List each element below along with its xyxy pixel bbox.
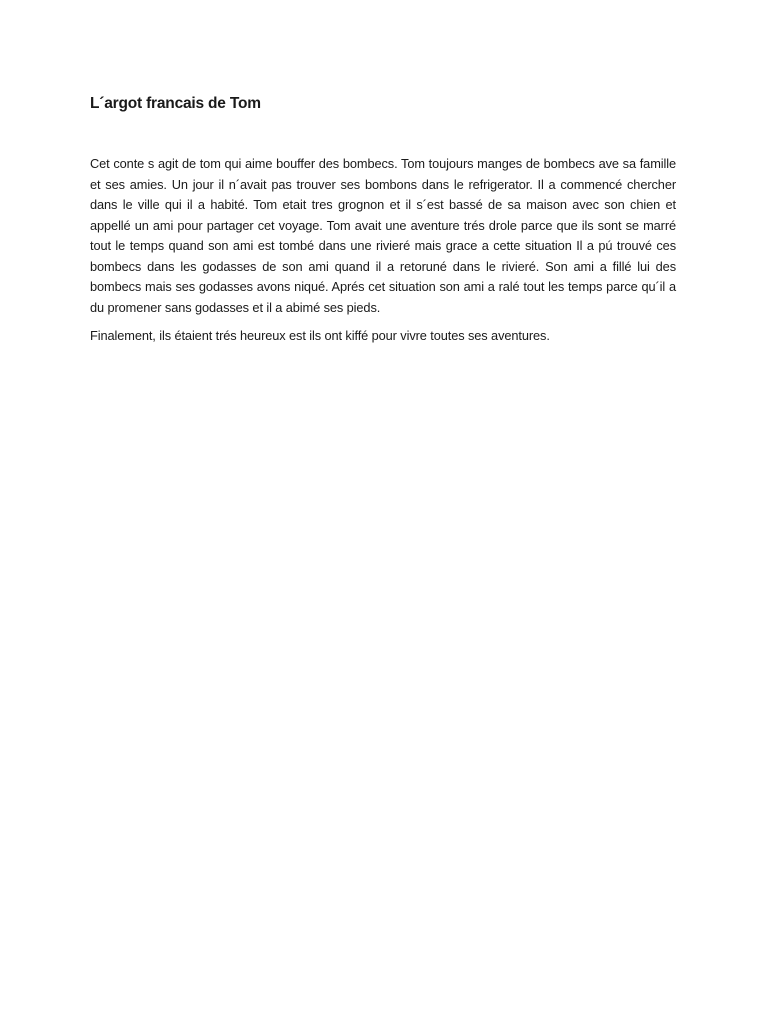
document-title: L´argot francais de Tom — [90, 95, 261, 112]
document-page — [90, 94, 676, 355]
paragraph-conclusion: Finalement, ils étaient trés heureux est ils ont kiffé pour vivre toutes ses aventures. — [90, 328, 550, 343]
paragraph-story: Cet conte s agit de tom qui aime bouffer des bombecs. Tom toujours manges de bombecs ave sa famille et ses amies. Un jour il n´avait pas trouver ses bombons dans le refrigerator. Il a commencé chercher dans le ville qui il a habité. Tom etait tres grognon et il s´est bassé de sa maison avec son chien et appellé un ami pour partager cet voyage. Tom avait une aventure trés drole parce que ils sont se marré tout le temps quand son ami est tombé dans une rivieré mais grace a cette situation Il a pú trouvé ces bombecs dans les godasses de son ami quand il a retoruné dans le rivieré. Son ami a fillé lui des bombecs mais ses godasses avons niqué. Aprés cet situation son ami a ralé tout les temps parce qu´il a du promener sans godasses et il a abimé ses pieds. — [90, 156, 676, 315]
